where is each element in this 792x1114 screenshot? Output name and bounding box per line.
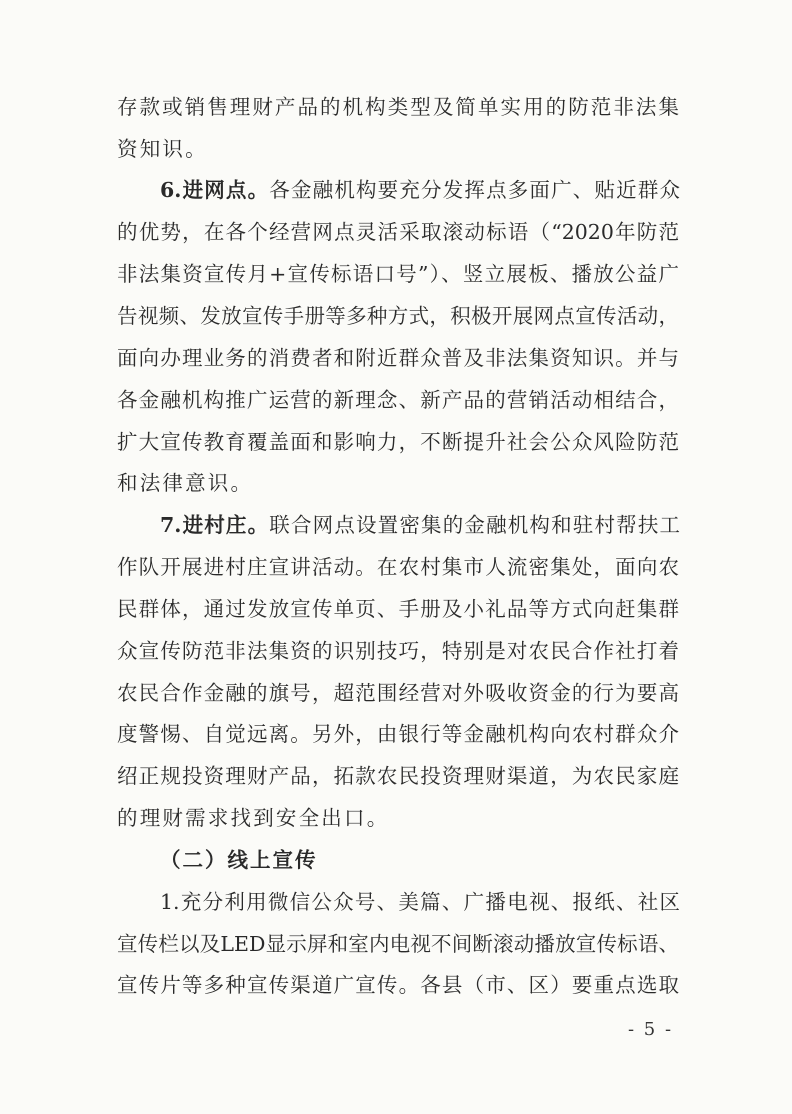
body-line: 农民合作金融的旗号，超范围经营对外吸收资金的行为要高 (117, 681, 679, 705)
item-heading: 6.进网点。 (160, 178, 270, 202)
section-item-7 (160, 505, 680, 545)
body-line: 资知识。 (117, 137, 208, 161)
section-item-6 (160, 170, 680, 210)
item-text: 联合网点设置密集的金融机构和驻村帮扶工 (269, 513, 680, 537)
section-heading: （二）线上宣传 (160, 848, 318, 872)
body-line: 非法集资宣传月+宣传标语口号”）、竖立展板、播放公益广 (117, 262, 679, 286)
body-line: 的理财需求找到安全出口。 (117, 806, 390, 830)
page-number: - 5 - (628, 1019, 674, 1040)
body-line: 1.充分利用微信公众号、美篇、广播电视、报纸、社区 (160, 890, 680, 914)
body-line: 作队开展进村庄宣讲活动。在农村集市人流密集处，面向农 (117, 555, 679, 579)
body-line: 面向办理业务的消费者和附近群众普及非法集资知识。并与 (117, 346, 679, 370)
body-line: 各金融机构推广运营的新理念、新产品的营销活动相结合， (117, 388, 679, 412)
body-line: 民群体，通过发放宣传单页、手册及小礼品等方式向赶集群 (117, 597, 679, 621)
body-line: 和法律意识。 (117, 471, 254, 495)
body-line: 宣传栏以及LED显示屏和室内电视不间断滚动播放宣传标语、 (117, 932, 679, 956)
item-text: 各金融机构要充分发挥点多面广、贴近群众 (269, 178, 680, 202)
body-line: 存款或销售理财产品的机构类型及简单实用的防范非法集 (117, 95, 679, 119)
body-line: 众宣传防范非法集资的识别技巧，特别是对农民合作社打着 (117, 639, 679, 663)
body-line: 绍正规投资理财产品，拓款农民投资理财渠道，为农民家庭 (117, 764, 679, 788)
body-line: 宣传片等多种宣传渠道广宣传。各县（市、区）要重点选取 (117, 973, 679, 997)
body-line: 的优势，在各个经营网点灵活采取滚动标语（“2020年防范 (117, 220, 679, 244)
body-line: 扩大宣传教育覆盖面和影响力，不断提升社会公众风险防范 (117, 430, 679, 454)
item-heading: 7.进村庄。 (160, 513, 270, 537)
body-line: 度警惕、自觉远离。另外，由银行等金融机构向农村群众介 (117, 722, 679, 746)
body-line: 告视频、发放宣传手册等多种方式，积极开展网点宣传活动， (117, 304, 679, 328)
